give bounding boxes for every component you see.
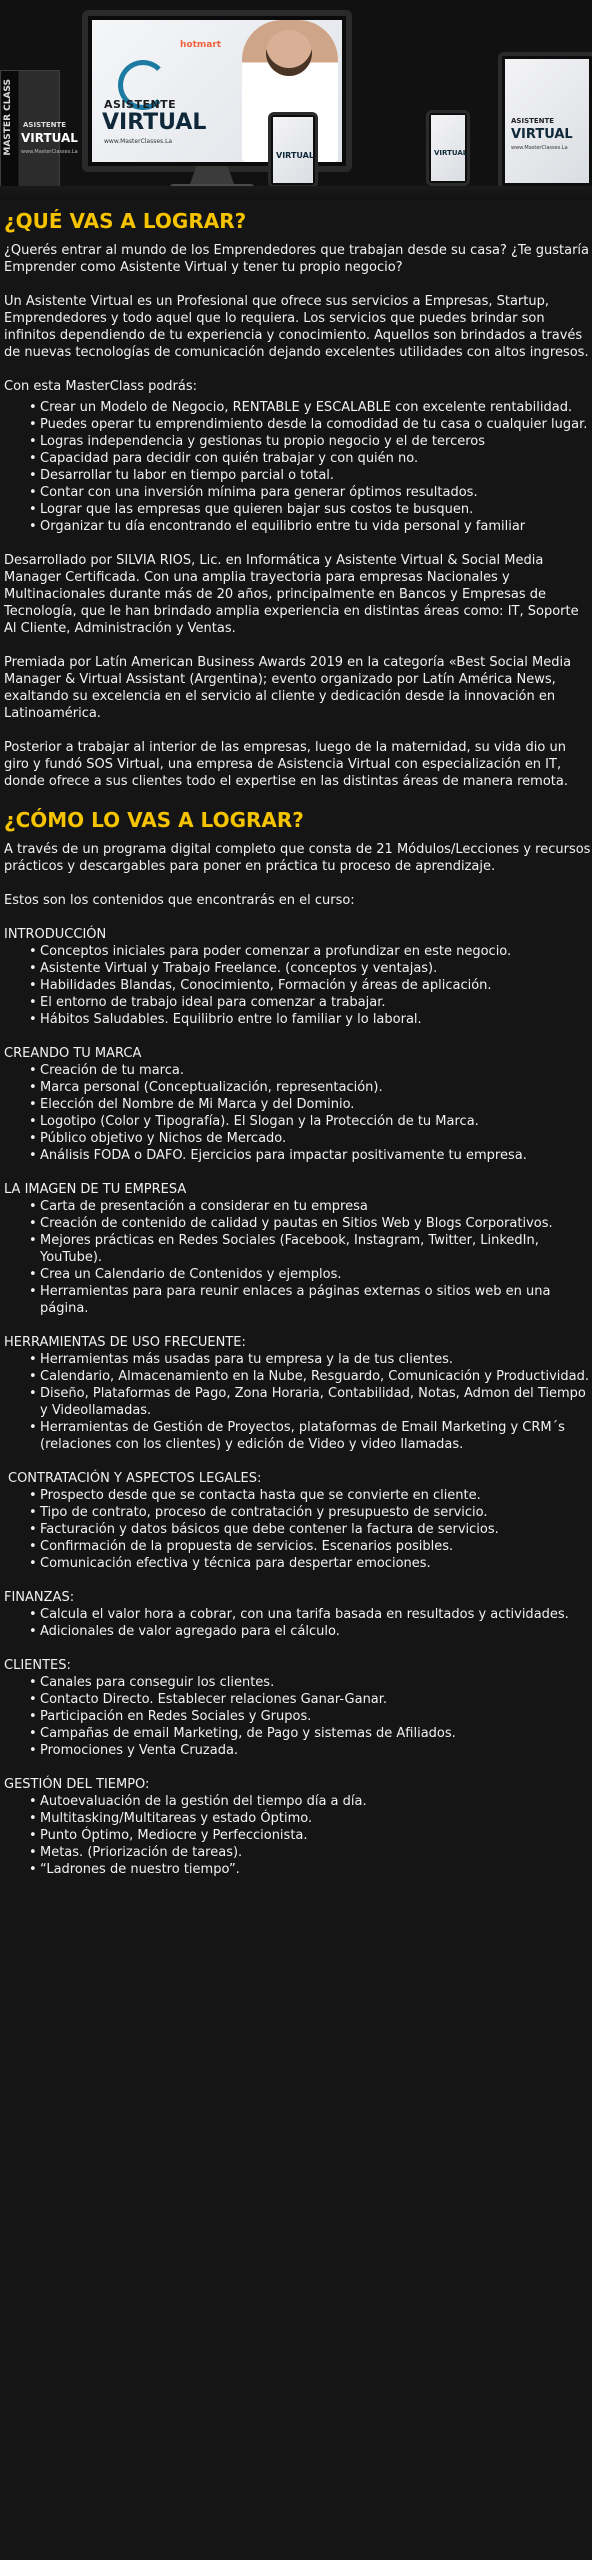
hero-floor xyxy=(0,186,592,200)
list-item: • Conceptos iniciales para poder comenzar a profundizar en este negocio. xyxy=(4,943,592,960)
product-url: www.MasterClasses.La xyxy=(104,138,173,145)
list-item: • Calcula el valor hora a cobrar, con una tarifa basada en resultados y actividades. xyxy=(4,1606,592,1623)
tablet-title-line2: VIRTUAL xyxy=(511,127,573,142)
list-item: • Desarrollar tu labor en tiempo parcial o total. xyxy=(4,467,592,484)
module-title-clientes: CLIENTES: xyxy=(4,1658,71,1673)
paragraph: A través de un programa digital completo que consta de 21 Módulos/Lecciones y recursos prácticos y descargables para poner en práctica tu proceso de aprendizaje. xyxy=(4,842,591,874)
module-title-imagen-empresa: LA IMAGEN DE TU EMPRESA xyxy=(4,1182,187,1197)
product-title-line2: VIRTUAL xyxy=(102,110,207,135)
list-item: • Crear un Modelo de Negocio, RENTABLE y ESCALABLE con excelente rentabilidad. xyxy=(4,399,592,416)
box-title-line1: ASISTENTE xyxy=(23,121,67,129)
list-item: • “Ladrones de nuestro tiempo”. xyxy=(4,1861,592,1878)
list-item: • Lograr que las empresas que quieren bajar sus costos te busquen. xyxy=(4,501,592,518)
list-item: • Comunicación efectiva y técnica para despertar emociones. xyxy=(4,1555,592,1572)
paragraph: Posterior a trabajar al interior de las empresas, luego de la maternidad, su vida dio un giro y fundó SOS Virtual, una empresa de Asistencia Virtual con especialización en IT, donde ofrece a sus clientes todo el expertise en las distintas áreas de manera remota. xyxy=(4,740,568,789)
brand-logo: hotmart xyxy=(180,40,222,50)
list-item: • Metas. (Priorización de tareas). xyxy=(4,1844,592,1861)
tablet-title-line1: ASISTENTE xyxy=(511,117,555,125)
module-list xyxy=(4,1487,592,1572)
paragraph: Premiada por Latín American Business Awards 2019 en la categoría «Best Social Media Manager & Virtual Assistant (Argentina); evento organizado por Latín América News, exaltando su excelencia en el servicio al cliente y dedicación desde la innovación en Latinoamérica. xyxy=(4,655,572,721)
list-item: • Puedes operar tu emprendimiento desde la comodidad de tu casa o cualquier lugar. xyxy=(4,416,592,433)
list-item: • Calendario, Almacenamiento en la Nube, Resguardo, Comunicación y Productividad. xyxy=(4,1368,592,1385)
paragraph: Desarrollado por SILVIA RIOS, Lic. en Informática y Asistente Virtual & Social Media Manager Certificada. Con una amplia trayectoria para empresas Nacionales y Multinacionales durante más de 20 años, principalmente en Bancos y Empresas de Tecnología, que le han brindado amplia experiencia en distintas áreas como: IT, Soporte Al Cliente, Administración y Ventas. xyxy=(4,553,579,636)
monitor-stand xyxy=(190,166,234,184)
list-item: • Hábitos Saludables. Equilibrio entre lo familiar y lo laboral. xyxy=(4,1011,592,1028)
list-item: • Logras independencia y gestionas tu propio negocio y el de terceros xyxy=(4,433,592,450)
list-item: • Participación en Redes Sociales y Grupos. xyxy=(4,1708,592,1725)
module-list xyxy=(4,1198,592,1317)
list-item: • Adicionales de valor agregado para el cálculo. xyxy=(4,1623,592,1640)
list-item: • Punto Óptimo, Mediocre y Perfeccionista. xyxy=(4,1827,592,1844)
list-item: • Herramientas para para reunir enlaces a páginas externas o sitios web en una página. xyxy=(4,1283,592,1317)
list-item: • Promociones y Venta Cruzada. xyxy=(4,1742,592,1759)
box-title-line2: VIRTUAL xyxy=(21,131,78,145)
list-item: • Habilidades Blandas, Conocimiento, Formación y áreas de aplicación. xyxy=(4,977,592,994)
module-list xyxy=(4,943,592,1028)
list-intro: Con esta MasterClass podrás: xyxy=(4,379,198,394)
list-item: • Carta de presentación a considerar en tu empresa xyxy=(4,1198,592,1215)
list-item: • Tipo de contrato, proceso de contratación y presupuesto de servicio. xyxy=(4,1504,592,1521)
phone-mockup-right xyxy=(426,110,470,186)
list-item: • Logotipo (Color y Tipografía). El Slogan y la Protección de tu Marca. xyxy=(4,1113,592,1130)
list-item: • Crea un Calendario de Contenidos y ejemplos. xyxy=(4,1266,592,1283)
list-item: • Multitasking/Multitareas y estado Óptimo. xyxy=(4,1810,592,1827)
module-title-introduccion: INTRODUCCIÓN xyxy=(4,927,107,942)
hero-banner xyxy=(0,0,592,200)
paragraph: Un Asistente Virtual es un Profesional que ofrece sus servicios a Empresas, Startup, Emprendedores y todo aquel que lo requiera. Los servicios que puedes brindar son infinitos dependiendo de tu experiencia y conocimiento. Aquellos son brindados a través de nuevas tecnologías de comunicación dejando excelentes utilidades con altos ingresos. xyxy=(4,294,589,360)
list-item: • Organizar tu día encontrando el equilibrio entre tu vida personal y familiar xyxy=(4,518,592,535)
list-item: • Confirmación de la propuesta de servicios. Escenarios posibles. xyxy=(4,1538,592,1555)
list-item: • Autoevaluación de la gestión del tiempo día a día. xyxy=(4,1793,592,1810)
paragraph: Estos son los contenidos que encontrarás en el curso: xyxy=(4,893,355,908)
list-item: • Creación de tu marca. xyxy=(4,1062,592,1079)
list-item: • Herramientas más usadas para tu empresa y la de tus clientes. xyxy=(4,1351,592,1368)
phone-mockup-left xyxy=(268,112,318,188)
module-list xyxy=(4,1674,592,1759)
product-box xyxy=(0,70,78,190)
module-title-creando-tu-marca: CREANDO TU MARCA xyxy=(4,1046,142,1061)
list-item: • El entorno de trabajo ideal para comenzar a trabajar. xyxy=(4,994,592,1011)
benefits-list xyxy=(4,399,592,535)
list-item: • Campañas de email Marketing, de Pago y sistemas de Afiliados. xyxy=(4,1725,592,1742)
list-item: • Facturación y datos básicos que debe contener la factura de servicios. xyxy=(4,1521,592,1538)
phone-left-title: VIRTUAL xyxy=(276,151,314,160)
box-side-text: MASTER CLASS xyxy=(3,79,13,156)
list-item: • Creación de contenido de calidad y pautas en Sitios Web y Blogs Corporativos. xyxy=(4,1215,592,1232)
phone-right-title: VIRTUAL xyxy=(434,149,468,157)
list-item: • Contar con una inversión mínima para generar óptimos resultados. xyxy=(4,484,592,501)
section-heading-que-vas-a-lograr: ¿QUÉ VAS A LOGRAR? xyxy=(4,209,247,233)
module-title-contratacion: CONTRATACIÓN Y ASPECTOS LEGALES: xyxy=(8,1471,262,1486)
list-item: • Capacidad para decidir con quién trabajar y con quién no. xyxy=(4,450,592,467)
list-item: • Canales para conseguir los clientes. xyxy=(4,1674,592,1691)
module-title-gestion-tiempo: GESTIÓN DEL TIEMPO: xyxy=(4,1777,150,1792)
module-list xyxy=(4,1606,592,1640)
box-url: www.MasterClasses.La xyxy=(21,149,78,155)
module-list xyxy=(4,1793,592,1878)
module-title-finanzas: FINANZAS: xyxy=(4,1590,75,1605)
tablet-url: www.MasterClasses.La xyxy=(511,145,568,151)
list-item: • Contacto Directo. Establecer relaciones Ganar-Ganar. xyxy=(4,1691,592,1708)
module-list xyxy=(4,1062,592,1164)
product-title-line1: ASISTENTE xyxy=(104,98,177,111)
main-content xyxy=(0,208,592,1878)
list-item: • Público objetivo y Nichos de Mercado. xyxy=(4,1130,592,1147)
list-item: • Elección del Nombre de Mi Marca y del Dominio. xyxy=(4,1096,592,1113)
list-item: • Mejores prácticas en Redes Sociales (Facebook, Instagram, Twitter, LinkedIn, YouTube). xyxy=(4,1232,592,1266)
tablet-mockup xyxy=(498,52,592,190)
list-item: • Diseño, Plataformas de Pago, Zona Horaria, Contabilidad, Notas, Admon del Tiempo y Videollamadas. xyxy=(4,1385,592,1419)
paragraph: ¿Querés entrar al mundo de los Emprendedores que trabajan desde su casa? ¿Te gustaría Emprender como Asistente Virtual y tener tu propio negocio? xyxy=(4,243,589,275)
list-item: • Asistente Virtual y Trabajo Freelance. (conceptos y ventajas). xyxy=(4,960,592,977)
list-item: • Herramientas de Gestión de Proyectos, plataformas de Email Marketing y CRM´s (relaciones con los clientes) y edición de Video y video llamadas. xyxy=(4,1419,592,1453)
module-title-herramientas: HERRAMIENTAS DE USO FRECUENTE: xyxy=(4,1335,246,1350)
section-heading-como-lo-vas-a-lograr: ¿CÓMO LO VAS A LOGRAR? xyxy=(4,808,304,832)
module-list xyxy=(4,1351,592,1453)
list-item: • Marca personal (Conceptualización, representación). xyxy=(4,1079,592,1096)
list-item: • Prospecto desde que se contacta hasta que se convierte en cliente. xyxy=(4,1487,592,1504)
list-item: • Análisis FODA o DAFO. Ejercicios para impactar positivamente tu empresa. xyxy=(4,1147,592,1164)
